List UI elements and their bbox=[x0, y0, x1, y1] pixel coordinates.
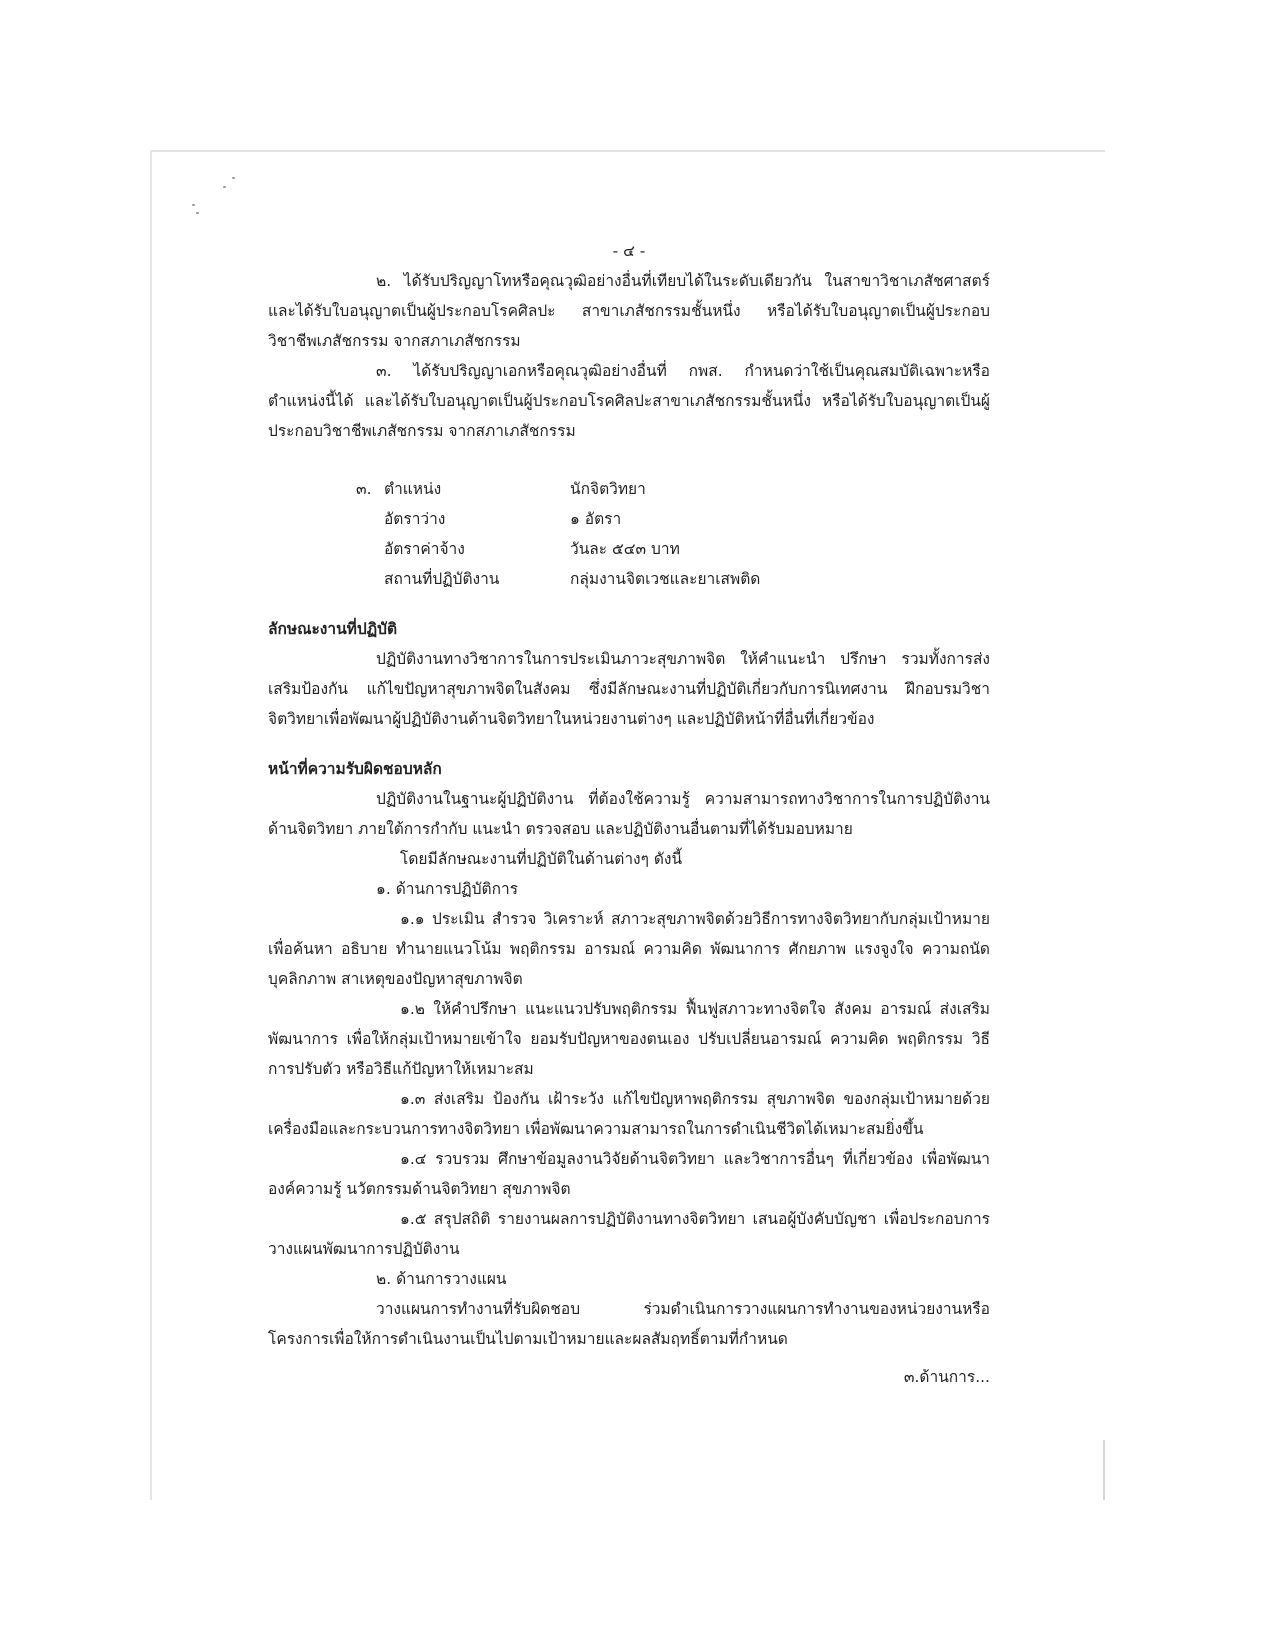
document-page bbox=[268, 240, 990, 1389]
scan-speck bbox=[223, 186, 226, 188]
wage-label: อัตราค่าจ้าง bbox=[384, 540, 465, 558]
continue-marker: ๓.ด้านการ... bbox=[903, 1368, 990, 1386]
vacancy-row bbox=[356, 504, 760, 534]
section-2-title: ๒. ด้านการวางแผน bbox=[376, 1270, 507, 1288]
position-value: นักจิตวิทยา bbox=[570, 480, 646, 498]
wage-row bbox=[356, 534, 760, 564]
qualification-2: ๒. ได้รับปริญญาโทหรือคุณวุฒิอย่างอื่นที่เทียบได้ในระดับเดียวกัน ในสาขาวิชาเภสัชศาสตร์และได้รับใบอนุญาตเป็นผู้ประกอบโรคศิลปะ สาขาเภสัชกรรมชั้นหนึ่ง หรือได้รับใบอนุญาตเป็นผู้ประกอบวิชาชีพเภสัชกรรม จากสภาเภสัชกรรม bbox=[268, 272, 990, 350]
vacancy-label: อัตราว่าง bbox=[384, 510, 446, 528]
scan-border-right bbox=[1103, 1440, 1105, 1500]
section-1-title: ๑. ด้านการปฏิบัติการ bbox=[376, 880, 519, 898]
page-number: - ๔ - bbox=[612, 242, 646, 260]
qualification-3: ๓. ได้รับปริญญาเอกหรือคุณวุฒิอย่างอื่นที่ กพส. กำหนดว่าใช้เป็นคุณสมบัติเฉพาะหรือตำแหน่งนี้ได้ และได้รับใบอนุญาตเป็นผู้ประกอบโรคศิลปะสาขาเภสัชกรรมชั้นหนึ่ง หรือได้รับใบอนุญาตเป็นผู้ประกอบวิชาชีพเภสัชกรรม จากสภาเภสัชกรรม bbox=[268, 362, 990, 440]
scan-border-top bbox=[150, 150, 1105, 152]
duty-item-1-4: ๑.๔ รวบรวม ศึกษาข้อมูลงานวิจัยด้านจิตวิทยา และวิชาการอื่นๆ ที่เกี่ยวข้อง เพื่อพัฒนาองค์ความรู้ นวัตกรรมด้านจิตวิทยา สุขภาพจิต bbox=[268, 1150, 990, 1198]
duty-item-1-1: ๑.๑ ประเมิน สำรวจ วิเคราะห์ สภาวะสุขภาพจิตด้วยวิธีการทางจิตวิทยากับกลุ่มเป้าหมายเพื่อค้นหา อธิบาย ทำนายแนวโน้ม พฤติกรรม อารมณ์ ความคิด พัฒนาการ ศักยภาพ แรงจูงใจ ความถนัดบุคลิกภาพ สาเหตุของปัญหาสุขภาพจิต bbox=[268, 910, 990, 988]
vacancy-value: ๑ อัตรา bbox=[570, 510, 622, 528]
scan-border-left bbox=[150, 150, 152, 1500]
duty-item-1-5: ๑.๕ สรุปสถิติ รายงานผลการปฏิบัติงานทางจิตวิทยา เสนอผู้บังคับบัญชา เพื่อประกอบการวางแผนพัฒนาการปฏิบัติงาน bbox=[268, 1210, 990, 1258]
duty-item-1-3: ๑.๓ ส่งเสริม ป้องกัน เฝ้าระวัง แก้ไขปัญหาพฤติกรรม สุขภาพจิต ของกลุ่มเป้าหมายด้วยเครื่องมือและกระบวนการทางจิตวิทยา เพื่อพัฒนาความสามารถในการดำเนินชีวิตได้เหมาะสมยิ่งขึ้น bbox=[268, 1090, 990, 1138]
duties-intro: ปฏิบัติงานในฐานะผู้ปฏิบัติงาน ที่ต้องใช้ความรู้ ความสามารถทางวิชาการในการปฏิบัติงานด้านจิตวิทยา ภายใต้การกำกับ แนะนำ ตรวจสอบ และปฏิบัติงานอื่นตามที่ได้รับมอบหมาย bbox=[268, 790, 990, 838]
position-row bbox=[356, 474, 760, 504]
job-nature-text: ปฏิบัติงานทางวิชาการในการประเมินภาวะสุขภาพจิต ให้คำแนะนำ ปรึกษา รวมทั้งการส่งเสริมป้องกัน แก้ไขปัญหาสุขภาพจิตในสังคม ซึ่งมีลักษณะงานที่ปฏิบัติเกี่ยวกับการนิเทศงาน ฝึกอบรมวิชาจิตวิทยาเพื่อพัฒนาผู้ปฏิบัติงานด้านจิตวิทยาในหน่วยงานต่างๆ และปฏิบัติหน้าที่อื่นที่เกี่ยวข้อง bbox=[268, 650, 990, 728]
duties-intro-2: โดยมีลักษณะงานที่ปฏิบัติในด้านต่างๆ ดังนี้ bbox=[400, 850, 683, 868]
workplace-value: กลุ่มงานจิตเวชและยาเสพติด bbox=[570, 570, 761, 588]
position-number: ๓. bbox=[356, 480, 372, 498]
position-label: ตำแหน่ง bbox=[384, 480, 442, 498]
position-details bbox=[356, 474, 760, 594]
duty-item-1-2: ๑.๒ ให้คำปรึกษา แนะแนวปรับพฤติกรรม ฟื้นฟูสภาวะทางจิตใจ สังคม อารมณ์ ส่งเสริมพัฒนาการ เพื่อให้กลุ่มเป้าหมายเข้าใจ ยอมรับปัญหาของตนเอง ปรับเปลี่ยนอารมณ์ ความคิด พฤติกรรม วิธีการปรับตัว หรือวิธีแก้ปัญหาให้เหมาะสม bbox=[268, 1000, 990, 1078]
scan-speck bbox=[196, 212, 199, 214]
workplace-label: สถานที่ปฏิบัติงาน bbox=[384, 570, 500, 588]
scan-speck bbox=[232, 177, 235, 179]
job-nature-heading: ลักษณะงานที่ปฏิบัติ bbox=[268, 620, 398, 638]
wage-value: วันละ ๕๔๓ บาท bbox=[570, 540, 680, 558]
section-2-text: วางแผนการทำงานที่รับผิดชอบ ร่วมดำเนินการวางแผนการทำงานของหน่วยงานหรือโครงการเพื่อให้การดำเนินงานเป็นไปตามเป้าหมายและผลสัมฤทธิ์ตามที่กำหนด bbox=[268, 1300, 990, 1348]
duties-heading: หน้าที่ความรับผิดชอบหลัก bbox=[268, 760, 442, 778]
workplace-row bbox=[356, 564, 760, 594]
scan-speck bbox=[192, 204, 195, 206]
